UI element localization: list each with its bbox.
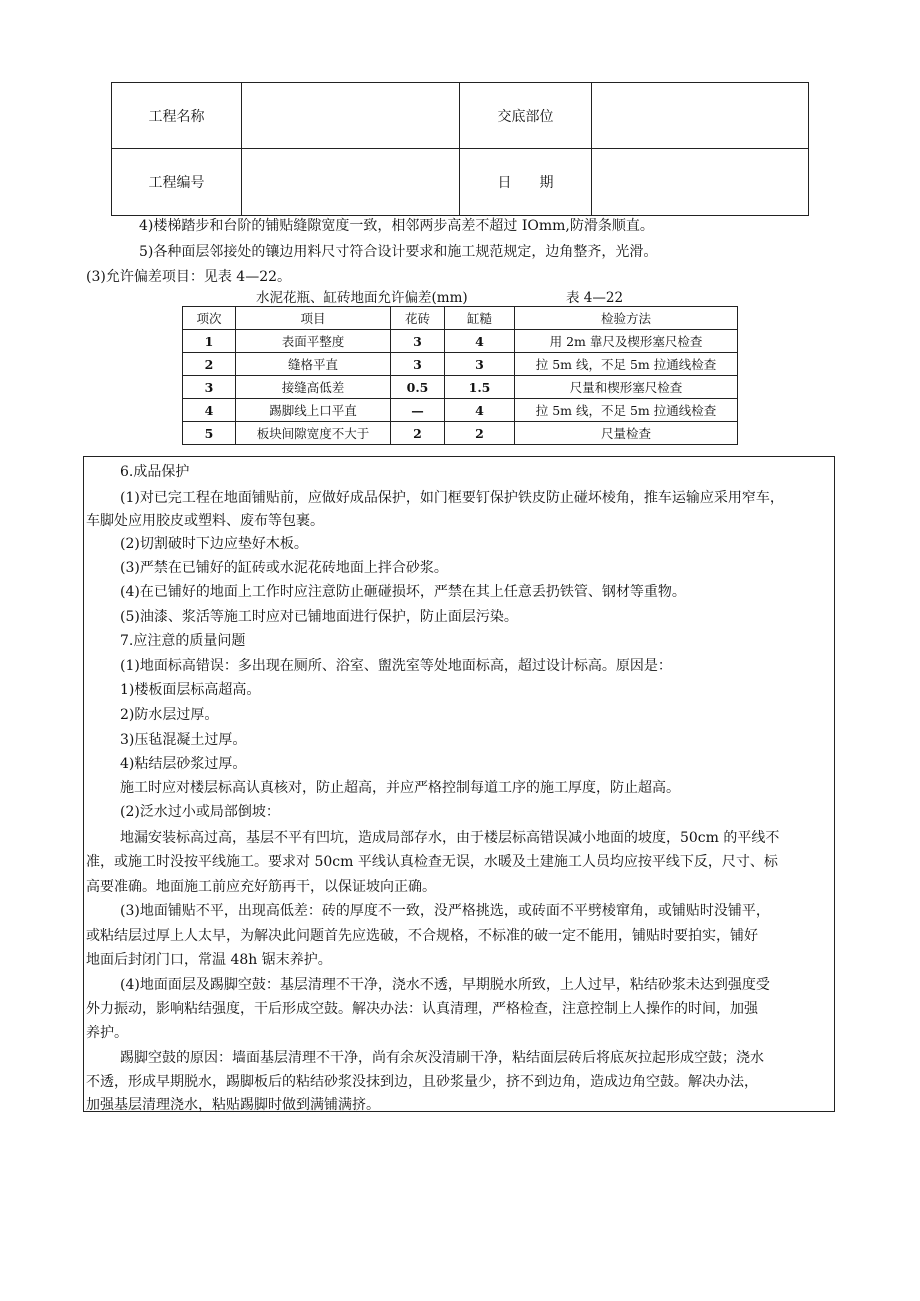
header-table bbox=[111, 82, 809, 216]
intro-line-4: 4)楼梯踏步和台阶的铺贴缝隙宽度一致，相邻两步高差不超过 IOmm,防滑条顺直。 bbox=[139, 218, 654, 234]
paragraph-line: (1)地面标高错误：多出现在厕所、浴室、盥洗室等处地面标高，超过设计标高。原因是： bbox=[120, 658, 672, 674]
paragraph-line: 地漏安装标高过高，基层不平有凹坑，造成局部存水，由于楼层标高错误减小地面的坡度，50cm 的平线不 bbox=[120, 830, 780, 846]
table-cell: 2 bbox=[445, 422, 515, 445]
paragraph-line: (2)泛水过小或局部倒坡： bbox=[120, 804, 280, 820]
paragraph-line: 1)楼板面层标高超高。 bbox=[120, 682, 261, 698]
project-name-value bbox=[242, 83, 460, 149]
paragraph-line: 高要准确。地面施工前应充好筋再干，以保证坡向正确。 bbox=[86, 879, 436, 895]
table-cell: 3 bbox=[391, 353, 445, 376]
paragraph-line: 地面后封闭门口，常温 48h 锯末养护。 bbox=[86, 952, 332, 968]
col-header: 项目 bbox=[236, 307, 391, 330]
table-cell: 用 2m 靠尺及楔形塞尺检查 bbox=[515, 330, 738, 353]
intro-line-3: (3)允许偏差项目：见表 4—22。 bbox=[86, 269, 292, 285]
table-cell: 5 bbox=[183, 422, 236, 445]
table-cell: 拉 5m 线，不足 5m 拉通线检查 bbox=[515, 353, 738, 376]
handover-part-value bbox=[592, 83, 809, 149]
table-cell: 3 bbox=[183, 376, 236, 399]
table-cell: 1.5 bbox=[445, 376, 515, 399]
table-row bbox=[183, 376, 738, 399]
paragraph-line: 4)粘结层砂浆过厚。 bbox=[120, 756, 247, 772]
section-heading: 6.成品保护 bbox=[120, 464, 190, 480]
project-no-label: 工程编号 bbox=[112, 149, 242, 216]
paragraph-line: (3)严禁在已铺好的缸砖或水泥花砖地面上拌合砂浆。 bbox=[120, 560, 448, 576]
paragraph-line: 2)防水层过厚。 bbox=[120, 707, 219, 723]
table-cell: 4 bbox=[445, 330, 515, 353]
table-cell: 1 bbox=[183, 330, 236, 353]
paragraph-line: 施工时应对楼层标高认真核对，防止超高，并应严格控制每道工序的施工厚度，防止超高。 bbox=[120, 780, 680, 796]
table-row bbox=[183, 330, 738, 353]
table-header-row bbox=[183, 307, 738, 330]
table-row bbox=[183, 422, 738, 445]
table-cell: 2 bbox=[391, 422, 445, 445]
paragraph-line: (1)对已完工程在地面铺贴前，应做好成品保护，如门框要钉保护铁皮防止碰坏棱角，推车运输应采用窄车， bbox=[120, 490, 784, 506]
table-cell: 缝格平直 bbox=[236, 353, 391, 376]
paragraph-line: 加强基层清理浇水，粘贴踢脚时做到满铺满挤。 bbox=[86, 1097, 380, 1113]
table-cell: 2 bbox=[183, 353, 236, 376]
content-box bbox=[83, 456, 835, 1112]
paragraph-line: 养护。 bbox=[86, 1025, 128, 1041]
section-heading: 7.应注意的质量问题 bbox=[120, 633, 246, 649]
paragraph-line: 不透，形成早期脱水，踢脚板后的粘结砂浆没抹到边，且砂浆量少，挤不到边角，造成边角空鼓。解决办法， bbox=[86, 1074, 758, 1090]
project-no-value bbox=[242, 149, 460, 216]
table-cell: 踢脚线上口平直 bbox=[236, 399, 391, 422]
table-cell: 3 bbox=[391, 330, 445, 353]
paragraph-line: 或粘结层过厚上人太早，为解决此问题首先应选破，不合规格，不标准的破一定不能用，铺贴时要拍实，铺好 bbox=[86, 928, 758, 944]
paragraph-line: (2)切割破时下边应垫好木板。 bbox=[120, 536, 308, 552]
date-label: 日 期 bbox=[460, 149, 592, 216]
table-cell: 板块间隙宽度不大于 bbox=[236, 422, 391, 445]
deviation-table bbox=[182, 306, 738, 445]
col-header: 缸糙 bbox=[445, 307, 515, 330]
table-number: 表 4—22 bbox=[566, 290, 624, 306]
table-cell: 接缝高低差 bbox=[236, 376, 391, 399]
paragraph-line: (4)地面面层及踢脚空鼓：基层清理不干净，浇水不透，早期脱水所致，上人过早，粘结砂浆未达到强度受 bbox=[120, 977, 770, 993]
table-cell: 4 bbox=[445, 399, 515, 422]
table-cell: 表面平整度 bbox=[236, 330, 391, 353]
table-title: 水泥花瓶、缸砖地面允许偏差(mm) bbox=[256, 290, 468, 306]
table-cell: 4 bbox=[183, 399, 236, 422]
table-cell: 尺量和楔形塞尺检查 bbox=[515, 376, 738, 399]
paragraph-line: 车脚处应用胶皮或塑料、废布等包裹。 bbox=[86, 513, 324, 529]
paragraph-line: (4)在已铺好的地面上工作时应注意防止砸碰损坏，严禁在其上任意丢扔铁管、钢材等重物。 bbox=[120, 584, 686, 600]
table-cell: 3 bbox=[445, 353, 515, 376]
paragraph-line: (3)地面铺贴不平，出现高低差：砖的厚度不一致，没严格挑选，或砖面不平劈棱窜角，或铺贴时没铺平， bbox=[120, 903, 770, 919]
table-cell: 0.5 bbox=[391, 376, 445, 399]
intro-line-5: 5)各种面层邻接处的镶边用料尺寸符合设计要求和施工规范规定，边角整齐，光滑。 bbox=[139, 244, 658, 260]
table-cell: 尺量检查 bbox=[515, 422, 738, 445]
date-value bbox=[592, 149, 809, 216]
paragraph-line: 踢脚空鼓的原因：墙面基层清理不干净，尚有余灰没清刷干净，粘结面层砖后将底灰拉起形成空鼓；浇水 bbox=[120, 1050, 764, 1066]
project-name-label: 工程名称 bbox=[112, 83, 242, 149]
table-row bbox=[183, 399, 738, 422]
col-header: 项次 bbox=[183, 307, 236, 330]
paragraph-line: 3)压毡混凝土过厚。 bbox=[120, 732, 247, 748]
paragraph-line: 准，或施工时没按平线施工。要求对 50cm 平线认真检查无误，水暖及土建施工人员均应按平线下反，尺寸、标 bbox=[86, 854, 778, 870]
col-header: 检验方法 bbox=[515, 307, 738, 330]
table-cell: 拉 5m 线，不足 5m 拉通线检查 bbox=[515, 399, 738, 422]
table-row bbox=[183, 353, 738, 376]
col-header: 花砖 bbox=[391, 307, 445, 330]
table-cell: — bbox=[391, 399, 445, 422]
paragraph-line: 外力振动，影响粘结强度，干后形成空鼓。解决办法：认真清理，严格检查，注意控制上人操作的时间，加强 bbox=[86, 1001, 758, 1017]
handover-part-label: 交底部位 bbox=[460, 83, 592, 149]
paragraph-line: (5)油漆、浆活等施工时应对已铺地面进行保护，防止面层污染。 bbox=[120, 609, 518, 625]
